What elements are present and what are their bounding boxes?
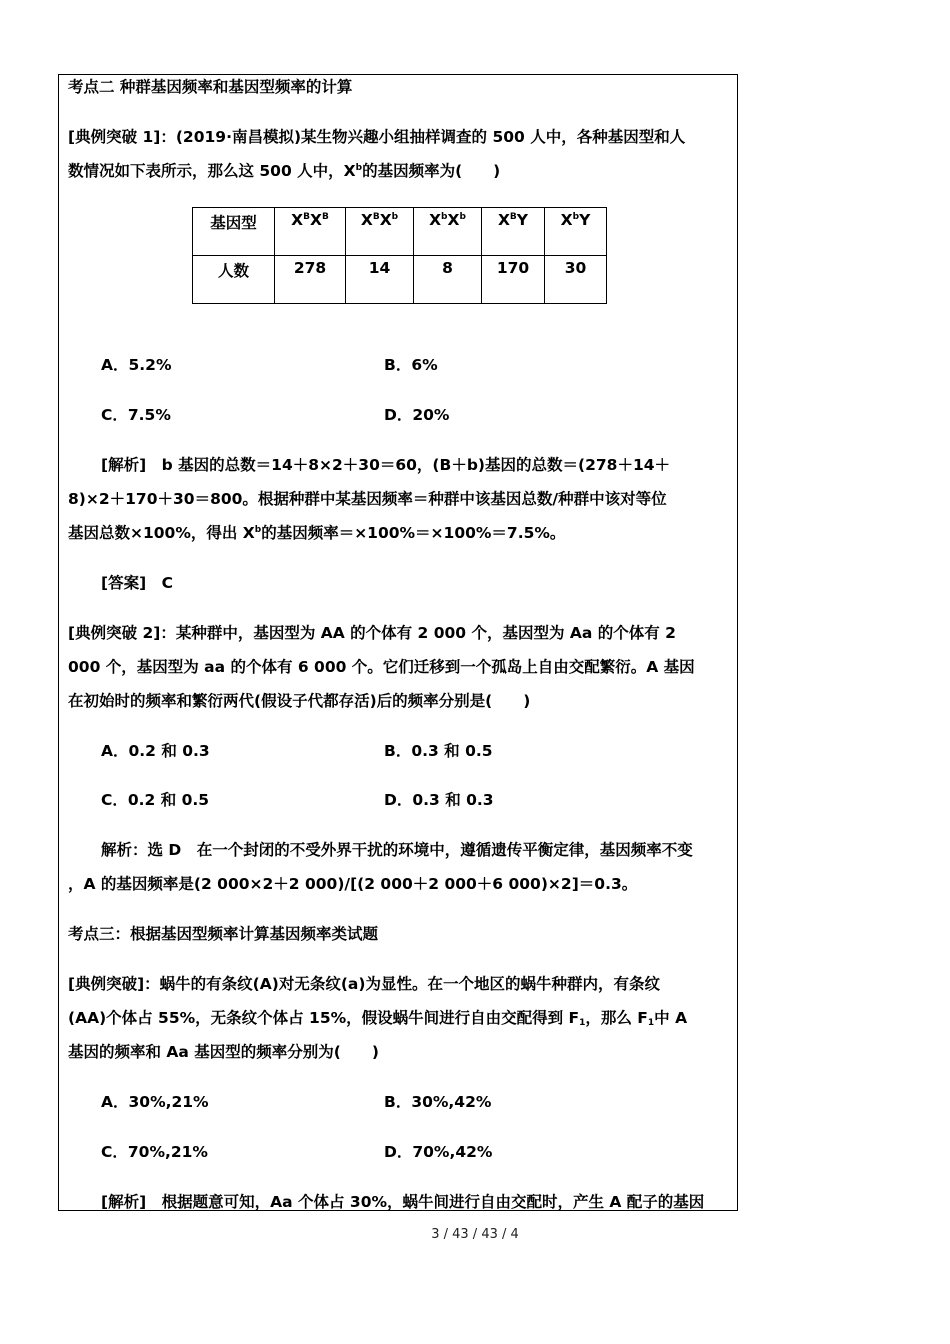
header-XBXB: $X^BX^B$ [275,208,346,256]
page-number: 3 / 43 / 43 / 4 [431,1227,519,1242]
ex1-option-c: C．7.5% [101,406,171,424]
ex1-option-a: A．5.2% [101,356,172,374]
ex2-option-d: D．0.3 和 0.3 [384,791,494,809]
ex1-option-b: B．6% [384,356,438,374]
ex2-analysis-l1: 解析：选 D 在一个封闭的不受外界干扰的环境中，遵循遗传平衡定律，基因频率不变 [101,841,693,859]
count-cell: 278 [275,256,346,304]
ex1-line2: 数情况如下表所示，那么这 500 人中，$X^b$的基因频率为( ) [68,162,501,180]
count-cell: 170 [482,256,545,304]
ex3-option-c: C．70%,21% [101,1143,208,1161]
header-genotype: 基因型 [193,208,275,256]
ex2-line3: 在初始时的频率和繁衍两代(假设子代都存活)后的频率分别是( ) [68,692,531,710]
header-XBY: $X^BY$ [482,208,545,256]
header-XbXb: $X^bX^b$ [414,208,482,256]
section2-title: 考点二 种群基因频率和基因型频率的计算 [68,78,353,96]
ex1-analysis-l3: 基因总数×100%，得出 $X^b$的基因频率＝×100%＝×100%＝7.5%。 [68,524,566,542]
ex1-answer: [答案] C [101,574,174,592]
ex3-analysis-l1: [解析] 根据题意可知，Aa 个体占 30%，蜗牛间进行自由交配时，产生 A 配子的基因 [101,1193,705,1211]
count-cell: 14 [346,256,414,304]
ex1-line1: [典例突破 1]：(2019·南昌模拟)某生物兴趣小组抽样调查的 500 人中，各种基因型和人 [68,128,686,146]
ex1-option-d: D．20% [384,406,450,424]
header-XBXb: $X^BX^b$ [346,208,414,256]
section3-title: 考点三：根据基因型频率计算基因频率类试题 [68,925,379,943]
ex3-option-b: B．30%,42% [384,1093,492,1111]
count-cell: 8 [414,256,482,304]
ex2-line1: [典例突破 2]：某种群中，基因型为 AA 的个体有 2 000 个，基因型为 Aa 的个体有 2 [68,624,676,642]
ex2-option-a: A．0.2 和 0.3 [101,742,210,760]
ex2-option-b: B．0.3 和 0.5 [384,742,493,760]
genotype-table [192,207,607,304]
table-row [193,256,607,304]
ex3-option-d: D．70%,42% [384,1143,493,1161]
row-label: 人数 [193,256,275,304]
ex2-option-c: C．0.2 和 0.5 [101,791,210,809]
ex2-analysis-l2: ，A 的基因频率是(2 000×2＋2 000)/[(2 000＋2 000＋6 000)×2]＝0.3。 [68,875,638,893]
ex3-option-a: A．30%,21% [101,1093,209,1111]
ex1-analysis-l1: [解析] b 基因的总数＝14＋8×2＋30＝60，(B＋b)基因的总数＝(278＋14＋ [101,456,671,474]
ex3-line2: (AA)个体占 55%，无条纹个体占 15%，假设蜗牛间进行自由交配得到 $F_1$，那么 $F_1$中 A [68,1009,688,1028]
ex1-analysis-l2: 8)×2＋170＋30＝800。根据种群中某基因频率＝种群中该基因总数/种群中该对等位 [68,490,667,508]
header-XbY: $X^bY$ [545,208,607,256]
count-cell: 30 [545,256,607,304]
table-row [193,208,607,256]
ex3-line3: 基因的频率和 Aa 基因型的频率分别为( ) [68,1043,379,1061]
ex2-line2: 000 个，基因型为 aa 的个体有 6 000 个。它们迁移到一个孤岛上自由交配繁衍。A 基因 [68,658,695,676]
ex3-line1: [典例突破]：蜗牛的有条纹(A)对无条纹(a)为显性。在一个地区的蜗牛种群内，有条纹 [68,975,660,993]
